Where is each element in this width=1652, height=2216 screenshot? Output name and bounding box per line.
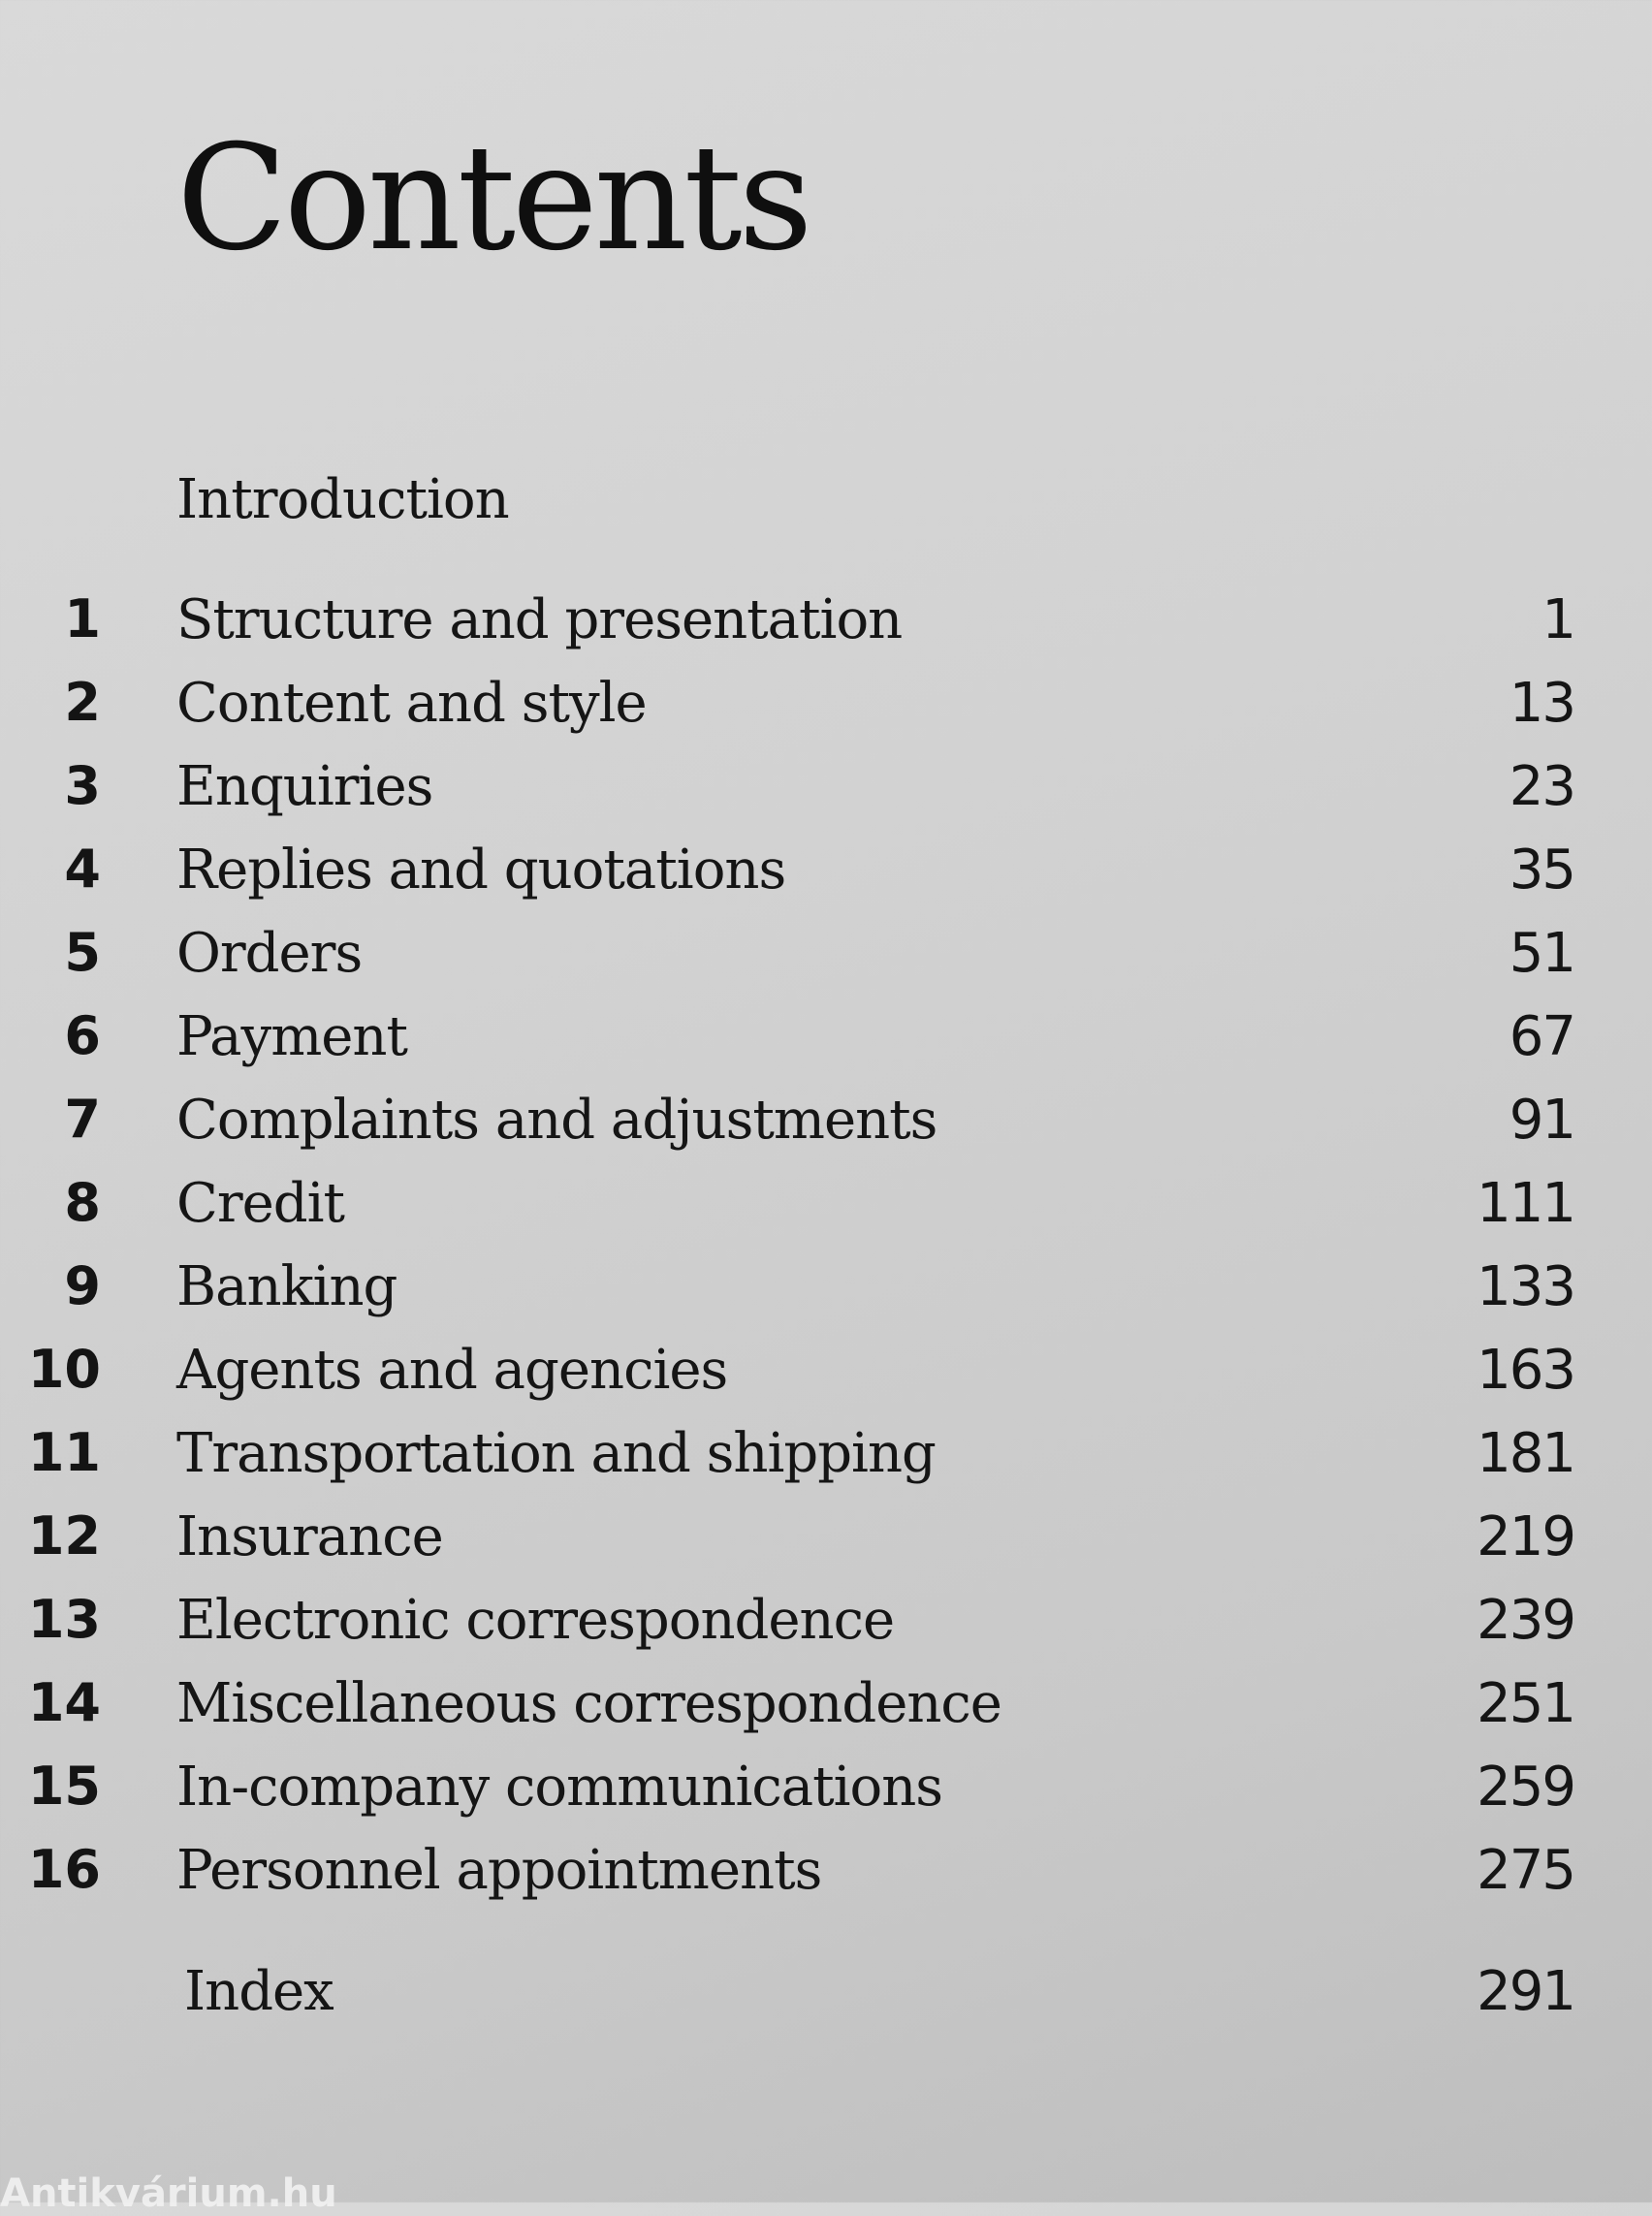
toc-row [0, 1255, 1652, 1344]
chapter-title: Transportation and shipping [176, 1422, 936, 1485]
chapter-title: Miscellaneous correspondence [176, 1672, 1001, 1735]
chapter-number: 13 [27, 1589, 101, 1650]
toc-row [0, 1672, 1652, 1760]
chapter-title: Electronic correspondence [176, 1589, 895, 1652]
chapter-page: 239 [1477, 1589, 1574, 1652]
watermark-text: Antikvárium.hu [0, 2171, 337, 2216]
chapter-page: 163 [1477, 1339, 1574, 1402]
chapter-page: 13 [1509, 672, 1574, 735]
index-row [0, 1960, 1652, 2048]
chapter-page: 111 [1477, 1172, 1574, 1235]
chapter-title: Enquiries [176, 755, 433, 818]
toc-row [0, 1339, 1652, 1427]
chapter-page: 1 [1541, 588, 1574, 651]
chapter-title: In-company communications [176, 1756, 943, 1819]
chapter-title: Structure and presentation [176, 588, 903, 651]
chapter-number: 2 [64, 672, 101, 733]
toc-row [0, 1172, 1652, 1260]
chapter-number: 6 [64, 1005, 101, 1066]
chapter-number: 5 [64, 922, 101, 983]
toc-row [0, 1089, 1652, 1177]
toc-row [0, 755, 1652, 843]
toc-row [0, 922, 1652, 1010]
introduction-entry: Introduction [176, 468, 509, 531]
chapter-page: 35 [1509, 839, 1574, 902]
chapter-title: Insurance [176, 1505, 443, 1568]
chapter-page: 251 [1477, 1672, 1574, 1735]
toc-row [0, 1422, 1652, 1510]
toc-row [0, 672, 1652, 760]
toc-row [0, 1589, 1652, 1677]
toc-row [0, 1756, 1652, 1844]
toc-row [0, 1839, 1652, 1927]
toc-row [0, 839, 1652, 927]
chapter-page: 133 [1477, 1255, 1574, 1318]
chapter-title: Replies and quotations [176, 839, 786, 902]
chapter-number: 1 [64, 588, 101, 649]
chapter-title: Banking [176, 1255, 397, 1318]
chapter-number: 15 [27, 1756, 101, 1817]
chapter-number: 16 [27, 1839, 101, 1900]
chapter-page: 219 [1477, 1505, 1574, 1568]
chapter-number: 9 [64, 1255, 101, 1316]
chapter-title: Orders [176, 922, 363, 985]
chapter-page: 275 [1477, 1839, 1574, 1902]
chapter-title: Content and style [176, 672, 647, 735]
chapter-page: 67 [1509, 1005, 1574, 1068]
chapter-title: Agents and agencies [176, 1339, 728, 1402]
index-page: 291 [1477, 1960, 1574, 2023]
chapter-page: 23 [1509, 755, 1574, 818]
toc-row [0, 588, 1652, 677]
page-title: Contents [176, 114, 810, 283]
chapter-number: 8 [64, 1172, 101, 1233]
chapter-title: Payment [176, 1005, 407, 1068]
chapter-page: 181 [1477, 1422, 1574, 1485]
chapter-number: 7 [64, 1089, 101, 1150]
toc-row [0, 1005, 1652, 1093]
toc-row [0, 1505, 1652, 1594]
chapter-page: 51 [1509, 922, 1574, 985]
chapter-number: 12 [27, 1505, 101, 1567]
chapter-title: Personnel appointments [176, 1839, 822, 1902]
chapter-page: 91 [1509, 1089, 1574, 1152]
chapter-number: 10 [27, 1339, 101, 1400]
chapter-number: 14 [27, 1672, 101, 1733]
chapter-title: Credit [176, 1172, 345, 1235]
chapter-title: Complaints and adjustments [176, 1089, 937, 1152]
chapter-number: 4 [64, 839, 101, 900]
index-title: Index [184, 1960, 334, 2023]
chapter-number: 3 [64, 755, 101, 816]
chapter-number: 11 [27, 1422, 101, 1483]
chapter-page: 259 [1477, 1756, 1574, 1819]
